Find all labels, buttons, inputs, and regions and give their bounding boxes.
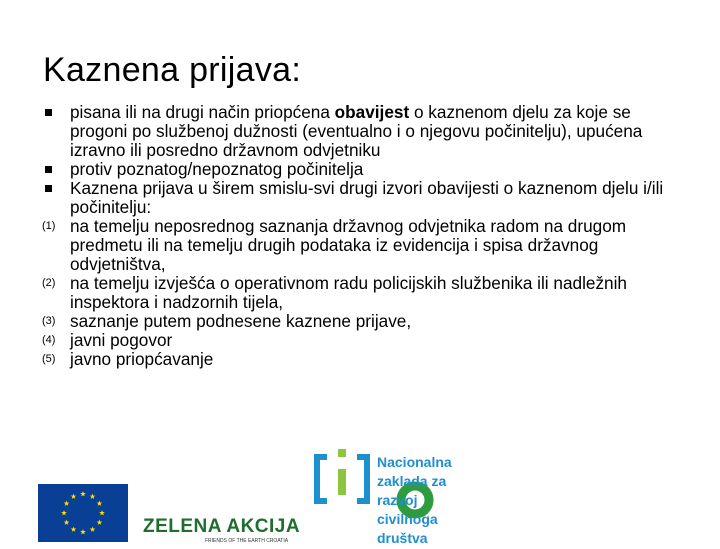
nacionalna-zaklada-logo: [313, 449, 493, 549]
item-text: pisana ili na drugi način priopćena: [70, 102, 335, 122]
logo-text-line: civilnoga: [377, 511, 438, 527]
list-item: [44, 274, 684, 312]
item-text: javno priopćavanje: [70, 349, 214, 369]
list-number: (4): [42, 334, 56, 346]
list-item: [44, 331, 684, 350]
square-bullet-icon: [45, 185, 52, 192]
logo-text-line: Nacionalna: [377, 454, 452, 470]
item-text: javni pogovor: [70, 330, 173, 350]
list-item: [44, 312, 684, 331]
list-item: [44, 217, 684, 274]
item-text: na temelju izvješća o operativnom radu policijskih službenika ili nadležnih inspektora i nadzornih tijela,: [70, 273, 627, 312]
list-number: (5): [42, 353, 56, 365]
list-number: (3): [42, 315, 56, 327]
zelena-akcija-logo: [143, 460, 301, 544]
list-item: [44, 160, 684, 179]
bullet-list: [44, 103, 684, 369]
logo-text-line: društva: [377, 530, 428, 546]
list-item: [44, 103, 684, 160]
slide-title: Kaznena prijava:: [43, 51, 302, 89]
zelena-akcija-subtitle: FRIENDS OF THE EARTH CROATIA: [205, 538, 289, 544]
list-number: (2): [42, 277, 56, 289]
item-text: saznanje putem podnesene kaznene prijave,: [70, 311, 412, 331]
zelena-akcija-name: ZELENA AKCIJA: [143, 516, 301, 537]
logo-text-line: razvoj: [377, 492, 418, 508]
eu-flag-icon: [38, 484, 128, 542]
nacionalna-zaklada-text: [377, 453, 497, 548]
item-text: o kaznenom djelu za koje se progoni po službenoj dužnosti (eventualno i o njegovu počinitelju), upućena izravno ili posredno državnom odvjetniku: [70, 102, 643, 160]
list-number: (1): [42, 220, 56, 232]
logo-strip: [0, 440, 720, 546]
bracket-logo-icon: [313, 449, 371, 509]
list-item: [44, 350, 684, 369]
item-text: na temelju neposrednog saznanja državnog odvjetnika radom na drugom predmetu ili na temelju drugih podataka iz evidencija i spisa državnog odvjetništva,: [70, 216, 627, 274]
bold-text: obavijest: [334, 102, 410, 122]
square-bullet-icon: [45, 166, 52, 173]
item-text: Kaznena prijava u širem smislu-svi drugi izvori obavijesti o kaznenom djelu i/ili počinitelju:: [70, 178, 664, 217]
square-bullet-icon: [45, 109, 52, 116]
list-item: [44, 179, 684, 217]
logo-text-line: zaklada za: [377, 473, 447, 489]
item-text: protiv poznatog/nepoznatog počinitelja: [70, 159, 364, 179]
